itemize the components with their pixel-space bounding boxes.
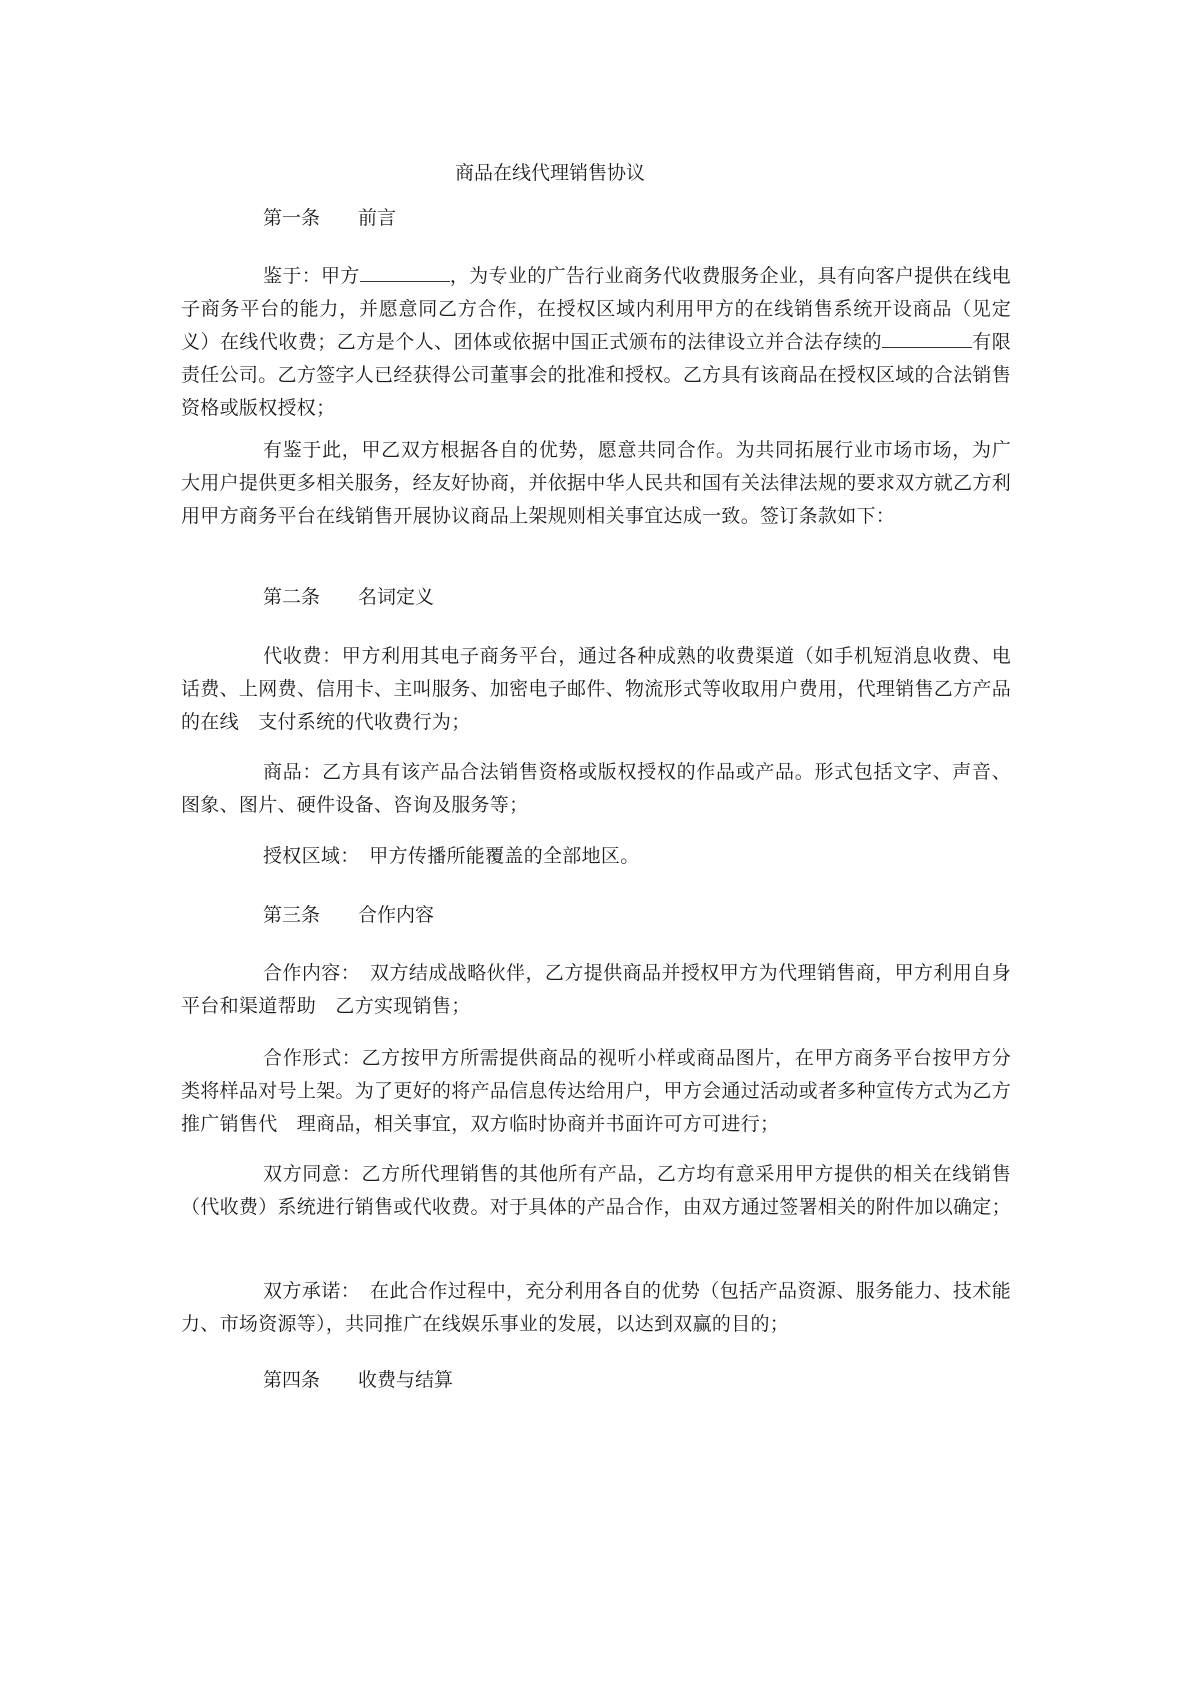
article-2-heading: 第二条 名词定义 (263, 586, 435, 608)
text-segment: 鉴于：甲方 (263, 265, 360, 287)
blank-line-party-a (360, 261, 450, 282)
article-3-mutual-commitment: 双方承诺： 在此合作过程中，充分利用各自的优势（包括产品资源、服务能力、技术能力、市场资源等），共同推广在线娱乐事业的发展，以达到双赢的目的； (181, 1280, 1011, 1335)
text-segment: 有限责任公司。乙方签字人已经获得公司董事会的批准和授权。乙方具有该商品在授权区域的合法销售资格或版权授权； (181, 331, 1011, 419)
article-3-cooperation-form: 合作形式：乙方按甲方所需提供商品的视听小样或商品图片，在甲方商务平台按甲方分类将样品对号上架。为了更好的将产品信息传达给用户，甲方会通过活动或者多种宣传方式为乙方推广销售代 理商品，相关事宜，双方临时协商并书面许可方可进行； (181, 1047, 1011, 1135)
document-title: 商品在线代理销售协议 (454, 162, 645, 184)
article-3-heading: 第三条 合作内容 (263, 904, 435, 926)
article-1-paragraph-2: 有鉴于此，甲乙双方根据各自的优势，愿意共同合作。为共同拓展行业市场市场，为广大用户提供更多相关服务，经友好协商，并依据中华人民共和国有关法律法规的要求双方就乙方利用甲方商务平台在线销售开展协议商品上架规则相关事宜达成一致。签订条款如下： (181, 439, 1011, 527)
article-1-heading: 第一条 前言 (263, 207, 397, 229)
article-2-definition-goods: 商品：乙方具有该产品合法销售资格或版权授权的作品或产品。形式包括文字、声音、图象、图片、硬件设备、咨询及服务等； (181, 761, 1011, 816)
text-segment: ，为专业的广告行业商务代收费服务企业，具有向客户提供在线电子商务平台的能力，并愿意同乙方合作，在授权区域内利用甲方的在线销售系统开设商品（见定义）在线代收费；乙方是个人、团体或依据中国正式颁布的法律设立并合法存续的 (181, 265, 1011, 353)
article-2-definition-territory: 授权区域： 甲方传播所能覆盖的全部地区。 (263, 845, 640, 867)
blank-line-party-b (882, 327, 972, 348)
article-4-heading: 第四条 收费与结算 (263, 1369, 454, 1391)
article-3-cooperation-content: 合作内容： 双方结成战略伙伴，乙方提供商品并授权甲方为代理销售商，甲方利用自身平台和渠道帮助 乙方实现销售； (181, 962, 1011, 1017)
article-3-mutual-agreement: 双方同意：乙方所代理销售的其他所有产品，乙方均有意采用甲方提供的相关在线销售（代收费）系统进行销售或代收费。对于具体的产品合作，由双方通过签署相关的附件加以确定； (181, 1163, 1011, 1218)
article-1-paragraph-1 (181, 260, 1011, 425)
article-2-definition-fee-collection: 代收费：甲方利用其电子商务平台，通过各种成熟的收费渠道（如手机短消息收费、电话费、上网费、信用卡、主叫服务、加密电子邮件、物流形式等收取用户费用，代理销售乙方产品的在线 支付系统的代收费行为； (181, 645, 1011, 733)
